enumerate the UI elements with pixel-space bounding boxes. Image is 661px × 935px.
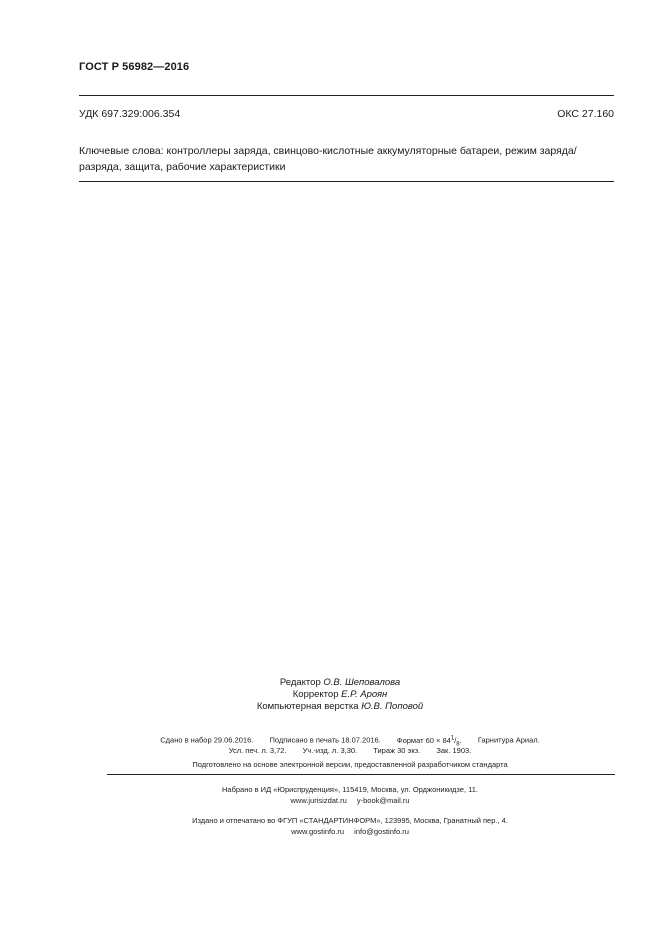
corrector-name: Е.Р. Ароян <box>341 689 388 700</box>
print-run: Тираж 30 экз. <box>373 746 421 755</box>
print-volume-line <box>110 746 590 756</box>
printed-contacts <box>110 827 590 837</box>
corrector-line <box>150 689 530 701</box>
imprint-divider <box>107 774 615 775</box>
typeface: Гарнитура Ариал. <box>477 735 540 745</box>
udk-code: УДК 697.329:006.354 <box>79 108 181 120</box>
document-code: ГОСТ Р 56982—2016 <box>79 61 190 73</box>
header-divider <box>79 95 614 96</box>
print-sheets: Усл. печ. л. 3,72. <box>228 746 287 755</box>
paper-format: Формат $60 \times 84^1/_8$. <box>396 735 462 747</box>
editor-label: Редактор <box>279 677 321 688</box>
printed-website[interactable]: www.gostinfo.ru <box>291 827 345 836</box>
layout-line <box>150 701 530 713</box>
oks-code: ОКС 27.160 <box>557 108 614 120</box>
prepared-note: Подготовлено на основе электронной версии, предоставленной разработчиком стандарта <box>192 760 508 769</box>
editor-name: О.В. Шеповалова <box>323 677 401 688</box>
corrector-label: Корректор <box>292 689 339 700</box>
keywords-divider <box>79 181 614 182</box>
publisher-sheets: Уч.-изд. л. 3,30. <box>302 746 358 755</box>
typeset-email[interactable]: y-book@mail.ru <box>356 796 410 805</box>
signed-to-print: Подписано в печать 18.07.2016. <box>269 735 381 745</box>
layout-label: Компьютерная верстка <box>256 701 359 712</box>
keywords-line-2: разряда, защита, рабочие характеристики <box>79 161 286 173</box>
layout-name: Ю.В. Поповой <box>361 701 424 712</box>
printed-email[interactable]: info@gostinfo.ru <box>354 827 409 836</box>
typeset-line: Набрано в ИД «Юриспруденция», 115419, Москва, ул. Орджоникидзе, 11. <box>221 785 478 794</box>
keywords-block <box>79 143 615 175</box>
editor-line <box>150 677 530 689</box>
typeset-contacts <box>110 796 590 806</box>
order-number: Зак. 1903. <box>436 746 472 755</box>
printed-line: Издано и отпечатано во ФГУП «СТАНДАРТИНФОРМ», 123995, Москва, Гранатный пер., 4. <box>192 816 508 825</box>
sent-to-set: Сдано в набор 29.06.2016. <box>160 735 254 745</box>
typeset-website[interactable]: www.jurisizdat.ru <box>290 796 347 805</box>
keywords-line-1: Ключевые слова: контроллеры заряда, свинцово-кислотные аккумуляторные батареи, режим заряда/ <box>79 145 577 157</box>
